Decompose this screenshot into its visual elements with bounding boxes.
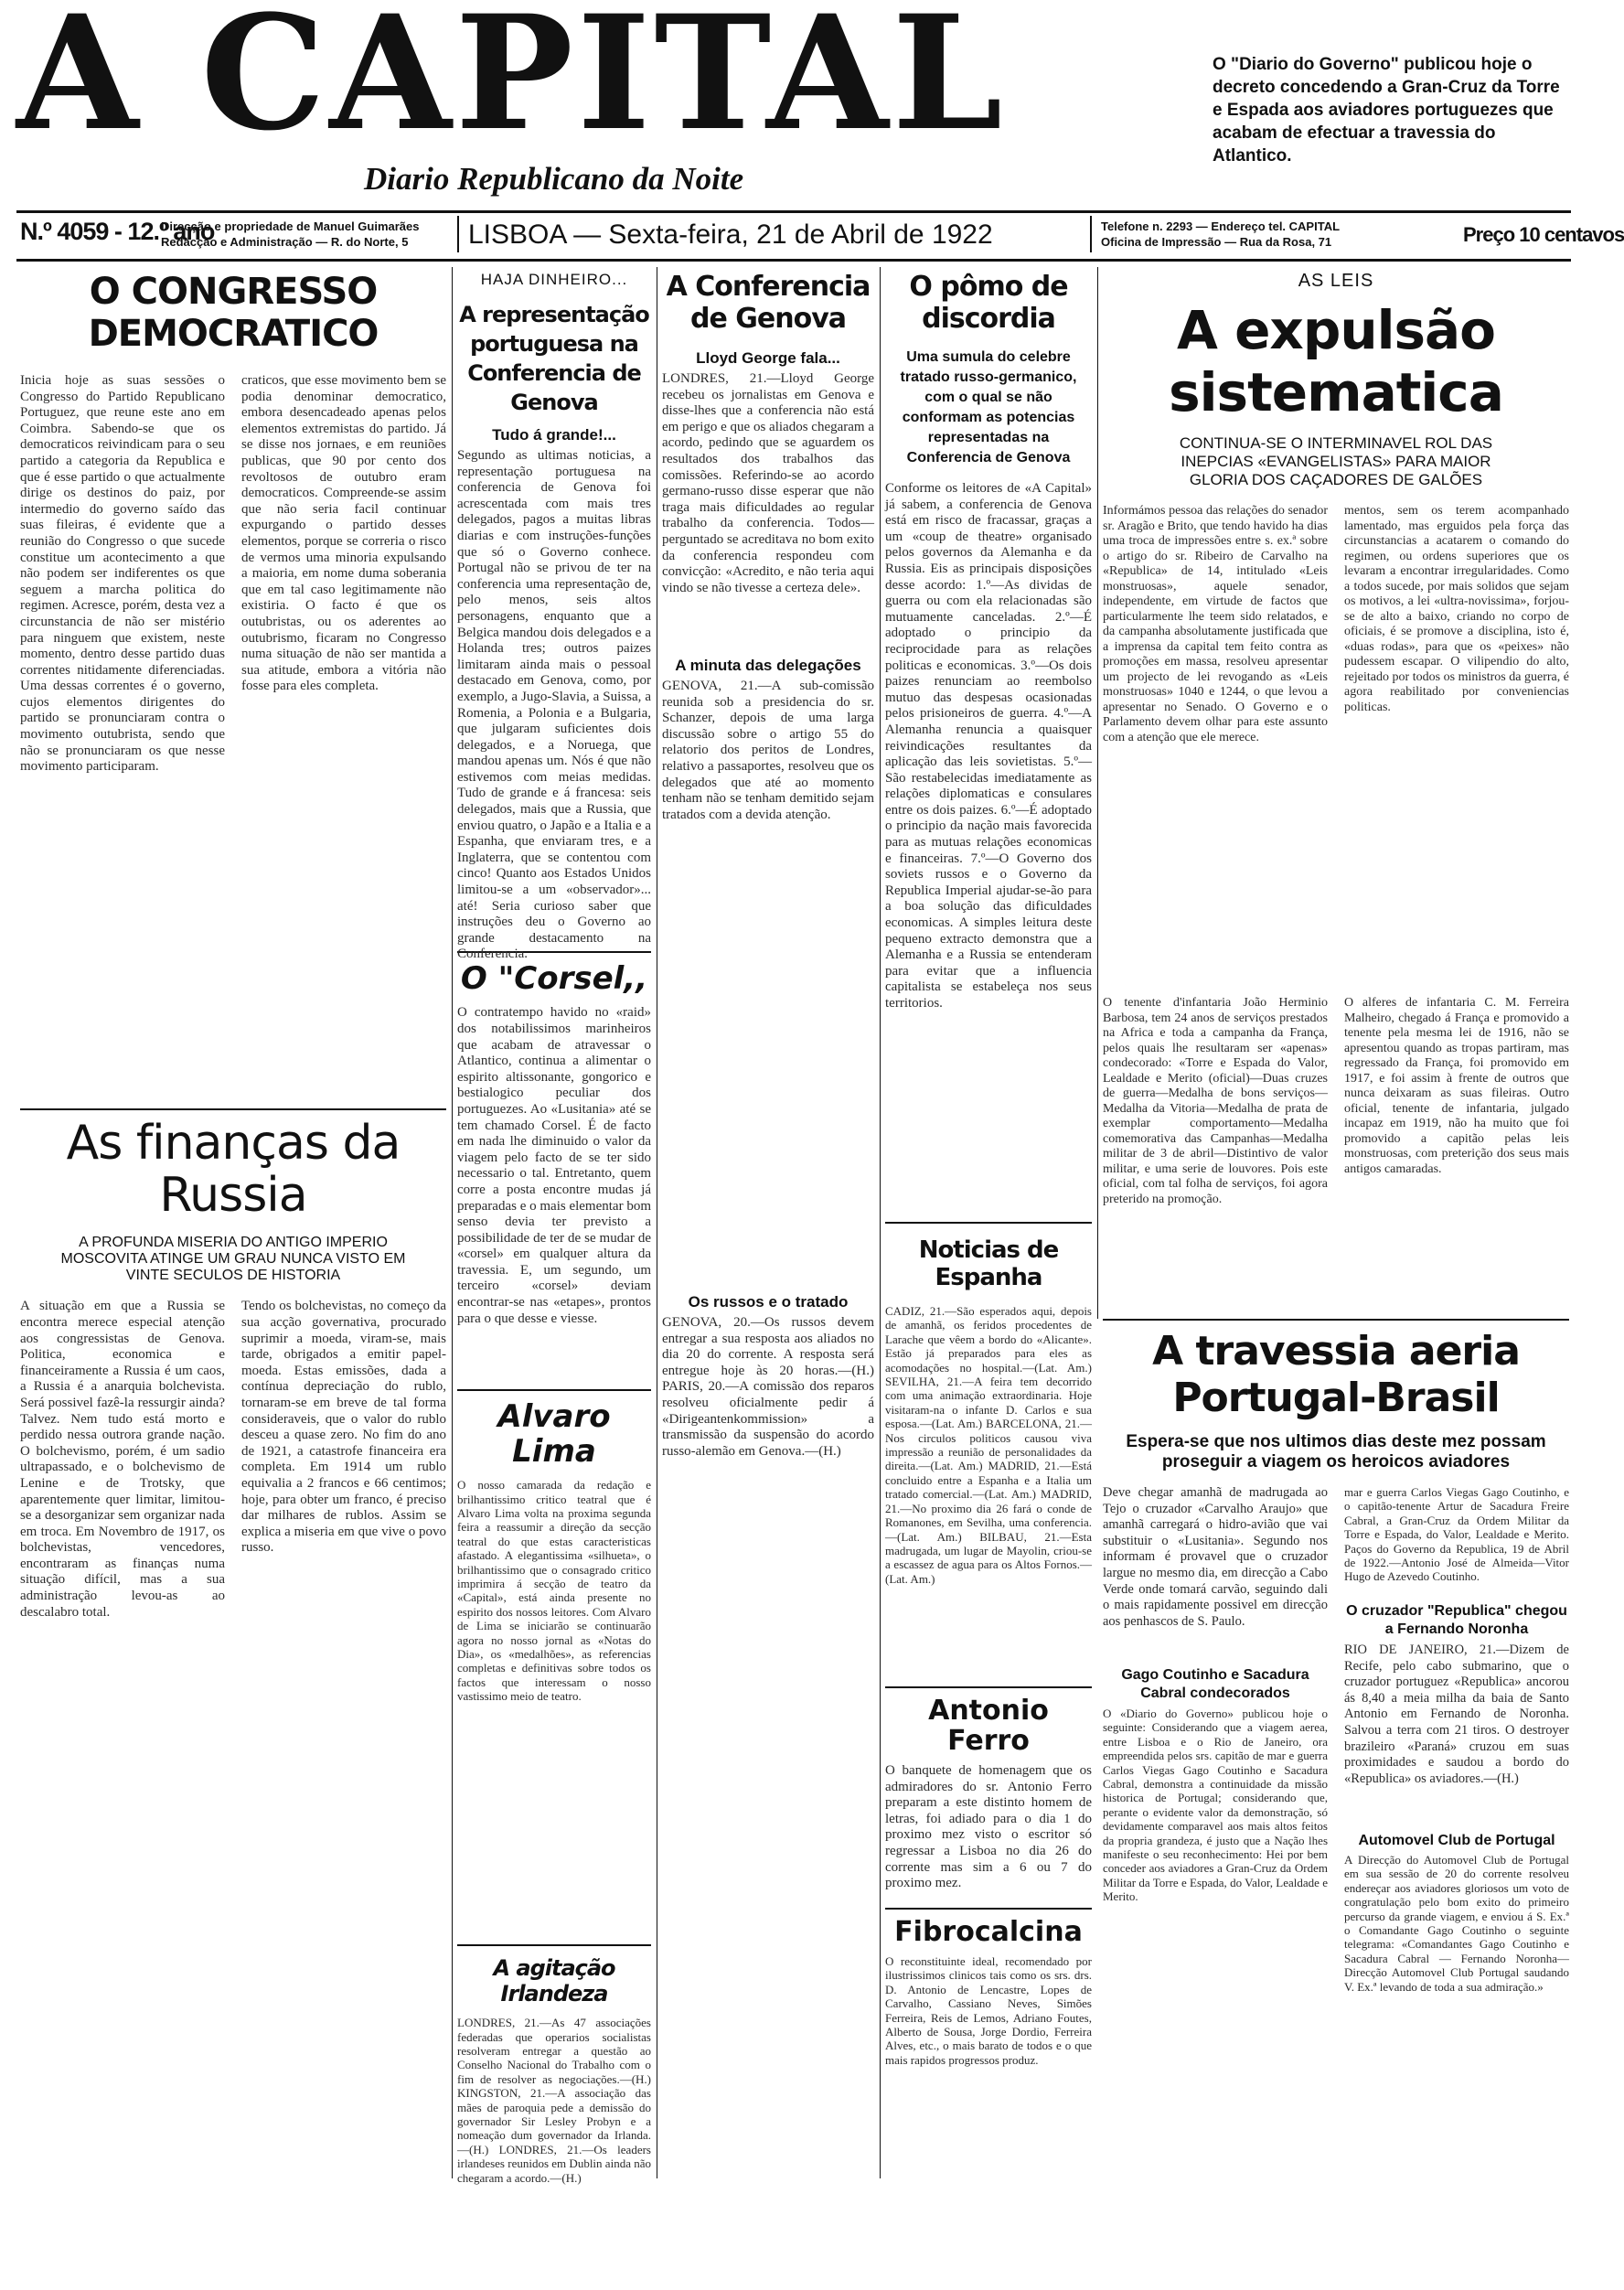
direction-line-1: Direcção e propriedade de Manuel Guimarães	[161, 219, 420, 233]
article-title: As finanças da Russia	[66, 1116, 401, 1224]
article-body: O nosso camarada da redação e brilhantissimo critico teatral que é Alvaro Lima volta na proxima segunda feira a reassumir a direção da secção teatral do que estas caracteristicas afastado. A elegantissima «silhueta», o brilhantissimo que o consagrado critico imprimira á secção de teatro da «Capital», está ainda presente no espirito dos nossos leitores. Com Alvaro de Lima se iniciarão se continuarão agora no nosso jornal as «Notas do Dia», os «medalhões», as referencias completas e definitivas sobre todos os factos que interessam o nosso vastissimo meio de teatro.	[457, 1478, 651, 1704]
info-bottom-rule	[16, 259, 1571, 262]
article-subhead: Automovel Club de Portugal	[1358, 1833, 1555, 1848]
article-title: Noticias de Espanha	[918, 1236, 1059, 1291]
article-body: LONDRES, 21.—As 47 associações federadas que operarios socialistas resolveram entregar a questão ao Conselho Nacional do Trabalho com o fim de resolver as negociações.—(H.) KINGSTON, 21.—A associação das mães de paroquia pede a demissão do governador Sir Lesley Probyn e a nomeação dum governador da Irlanda.—(H.) LONDRES, 21.—Os leaders irlandeses reunidos em Dublin ainda não chegaram a acordo.—(H.)	[457, 2016, 651, 2185]
column-rule	[880, 267, 881, 2178]
article-subhead: Os russos e o tratado	[688, 1293, 849, 1311]
article-body: RIO DE JANEIRO, 21.—Dizem de Recife, pelo cabo submarino, que o cruzador portuguez «Republica» ancorou ás 8,40 a meia milha da baia de Santo Antonio em Fernando de Noronha. Salvou a terra com 21 tiros. O destroyer brazileiro «Paraná» cruzou em suas proximidades e saudou a bordo do «Republica» os aviadores.—(H.)	[1344, 1643, 1569, 1786]
article-body-right-2: O alferes de infantaria C. M. Ferreira Malheiro, chegado á França e promovido a tenente pela mesma lei de 1916, não se apresentou quando as tropas partiram, mas regressado da França, foi promovido em 1917, e foi assim à frente de outros que nunca deixaram as suas fileiras. Outro oficial, tenente de infantaria, julgado incapaz em 1919, não ha muito que foi promovido a capitão pelas leis monstruosas, com preterição dos seus mais antigos camaradas.	[1344, 996, 1569, 1176]
section-rule	[1103, 1319, 1569, 1321]
column-rule	[1097, 267, 1098, 1319]
article-title: Antonio Ferro	[928, 1695, 1049, 1757]
column-3	[662, 271, 874, 2178]
article-body: O banquete de homenagem que os admiradores do sr. Antonio Ferro preparam a este distinto homem de letras, foi adiado para o dia 1 do proximo mez visto o escritor só regressar a Lisboa no dia 26 do corrente mas sim a 6 ou 7 do proximo mez.	[885, 1763, 1092, 1891]
article-body: Conforme os leitores de «A Capital» já sabem, a conferencia de Genova está em risco de fracassar, graças a um «coup de theatre» organisado pelos governos da Alemanha e da Russia. Eis as principais disposições desse acordo: 1.º—As dividas de guerra ou com ela relacionadas são mutuamente canceladas. 2.º—É adoptado o principio da reciprocidade para as relações politicas e economicas. 3.º—Os dois paizes renunciam ao reembolso mutuo das despesas ocasionadas pelos prisioneiros de guerra. 4.º—A Alemanha renuncia a quaisquer reivindicações resultantes da aplicação das leis sovietistas. 5.º—São restabelecidas imediatamente as relações diplomaticas e consulares entre os dois paizes. 6.º—É adoptado o principio da nação mais favorecida para as mutuas relações economicas e financeiras. 7.º—O Governo dos soviets russos e o Governo da Republica Imperial ajudar-se-ão para a boa solução das dificuldades economicas. A simples leitura deste pequeno extracto demonstra que a Alemanha e a Russia se entenderam para evitar que a influencia capitalista se estabeleça nos seus territorios.	[885, 481, 1092, 1011]
column-2	[457, 271, 651, 2185]
newspaper-title: A CAPITAL	[16, 0, 1007, 166]
masthead-notice: O "Diario do Governo" publicou hoje o decreto concedendo a Gran-Cruz da Torre e Espada aos aviadores portuguezes que acabam de efectuar a travessia do Atlantico.	[1213, 55, 1560, 166]
article-body: O reconstituinte ideal, recomendado por ilustrissimos clinicos tais como os srs. drs. D. Antonio de Lencastre, Lopes de Carvalho, Cassiano Neves, Simões Ferreira, Reis de Lemos, Adriano Foutes, Alberto de Sousa, Jorge Dordio, Ferreira Alves, etc., o mais barato de todos e o que mais rapidos progressos produz.	[885, 1954, 1092, 2067]
section-rule	[885, 1908, 1092, 1910]
article-body: A Direcção do Automovel Club de Portugal em sua sessão de 20 do corrente resolveu endereçar aos aviadores gloriosos um voto de congratulação pelo bom exito do primeiro percurso da grande viagem, e enviou á S. Ex.ª o Comandante Gago Coutinho o seguinte telegrama: «Comandantes Gago Coutinho e Sacadura Cabral — Fernando Noronha—Direcção Automovel Club Portugal saudando V. Ex.ª levando de toda a sua admiração.»	[1344, 1853, 1569, 1994]
issue-price: Preço 10 centavos	[1463, 223, 1624, 246]
travessia-right	[1344, 1485, 1569, 2109]
phone-line-1: Telefone n. 2293 — Endereço tel. CAPITAL	[1101, 219, 1341, 233]
travessia-left	[1103, 1485, 1328, 2191]
article-congresso	[20, 271, 446, 1094]
article-body: LONDRES, 21.—Lloyd George recebeu os jornalistas em Genova e disse-lhes que a conferencia não está em perigo e que os aliados chegaram a acordo, pedindo que se aguardem os resultados dos trabalhos das comissões. Referindo-se ao acordo germano-russo disse esperar que não traga mais dificuldades ao regular trabalho da conferencia. Todos—perguntado se acreditava no bom exito da conferencia respondeu com convicção: «Acredito, e não teria aqui vindo se não tivesse a certeza dele».	[662, 371, 874, 595]
section-rule	[20, 1108, 446, 1110]
article-title: A Conferencia de Genova	[666, 271, 871, 335]
section-rule	[457, 1944, 651, 1946]
article-financas	[20, 1118, 446, 2178]
article-body-right: Tendo os bolchevistas, no começo da sua acção governativa, procurado suprimir a moeda, viram-se, mais tarde, obrigados a emitir papel-moeda. Estas emissões, dada a contínua depreciação do rublo, tornaram-se em breve de tal forma consideraveis, que o valor do rublo desceu a quase zero. No fim do ano de 1921, a catastrofe financeira era completa. Em 1914 um rublo equivalia a 2 francos e 66 centimos; hoje, para obter um franco, é preciso dar milhares de rublos. Assim se explica a miseria em que vive o povo russo.	[241, 1299, 446, 1556]
article-body-left: Informámos pessoa das relações do senador sr. Aragão e Brito, que tendo havido ha dias uma troca de impressões entre s. ex.ª sobre o artigo do sr. Ribeiro de Carvalho na «Republica» de 14, intitulado «Leis monstruosas», aquele senador, independente, em virtude de factos que particularmente lhe teem sido relatados, e da campanha absolutamente justificada que a imprensa da capital tem feito contra as promoções em massa, resolveu apresentar um projecto de lei revogando as «Leis monstruosas» 1040 e 1244, o que levou a apresentar no Senado. O Governo e o Parlamento devem olhar para este assunto com a atenção que ele merece.	[1103, 504, 1328, 744]
article-body-left: Inicia hoje as suas sessões o Congresso do Partido Republicano Portuguez, que reune este ano em Coimbra. Sabendo-se que os democraticos reivindicam para o seu partido a categoria da Republica e que é esse partido o que actualmente dirige os destinos do paiz, por intermedio do governo saído das suas fileiras, é evidente que a reunião do Congresso o que sucede constitue um acontecimento a que não podem ser indiferentes os que seguem a marcha politica do regimen. Acresce, porém, desta vez a circunstancia de não ser mistério para ninguem que existem, neste momento, dentro desse partido duas correntes nitidamente diferenciadas. Uma dessas correntes é o governo, cujos elementos dirigentes do partido se pronunciaram contra o movimento outubrista, sendo que não se pronunciaram os que nesse movimento participaram.	[20, 373, 225, 775]
section-rule	[457, 1389, 651, 1391]
article-subhead: Tudo á grande!...	[492, 426, 616, 444]
article-title: A travessia aeria Portugal-Brasil	[1152, 1328, 1520, 1421]
article-title: O CONGRESSO DEMOCRATICO	[88, 271, 379, 355]
newspaper-subtitle: Diario Republicano da Noite	[364, 161, 744, 197]
article-title: O "Corsel,,	[460, 960, 648, 997]
article-body: O contratempo havido no «raid» dos notabilissimos marinheiros que acabam de atravessar o Atlantico, continua a alimentar o espirito altissonante, gongorico e bestialogico peculiar dos portuguezes. Ao «Lusitania» até se tem chamado Corsel. É de facto em nada lhe diminuido o valor da viagem pelo facto de se ter sido necessario o tal. Entretanto, quem corre a posta encontre mudas já preparadas e o mais elementar bom senso devia ter previsto a possibilidade de ter de se mudar de «corsel» em qualquer altura da travessia. E, um segundo, um terceiro «corsel» deviam encontrar-se nas «etapes», prontos para o que desse e viesse.	[457, 1005, 651, 1326]
article-body-left: A situação em que a Russia se encontra merece especial atenção aos congressistas de Genova. Politica, economica e financeiramente a Russia é um caos, a Russia é a anarquia bolchevista. Será possivel fazê-la ressurgir ainda? Talvez. Nem tudo está morto e perdido nessa outrora grande nação. O bolchevismo, porém, é um sadio ultrapassado, e o bolchevismo de Lenine e de Trotsky, que aparentemente quer limitar, limitou-se a desorganizar sem organizar nada em troca. Em Novembro de 1917, os bolchevistas, vencedores, encontraram as finanças numa situação difícil, mas a sua administração levou-as ao descalabro total.	[20, 1299, 225, 1620]
article-body-right: mentos, sem os terem acompanhado lamentado, mas erguidos pela força das circunstancias a acatarem o comando do regimen, ou ordens superiores que os levaram a encontrar irregularidades. Como a todos sucede, por mais solidos que sejam os motivos, a lei «ultra-novissima», forjou-se de alto a baixo, criando no corpo de oficiais, é se promove a disciplina, isto é, «duas rodas», para que os «peixes» não pudessem escapar. O vilipendio do alto, rejeitado por todos os ministros da guerra, é agora reabilitado por conveniencias politicas.	[1344, 504, 1569, 714]
article-deck: Espera-se que nos ultimos dias deste mez possam proseguir a viagem os heroicos aviadores	[1126, 1432, 1546, 1471]
column-rule	[452, 267, 453, 2178]
article-body: Deve chegar amanhã de madrugada ao Tejo o cruzador «Carvalho Araujo» que amanhã carregará o hidro-avião que vai substituir o «Lusitania». Segundo nos informam é provavel que o cruzador largue no mesmo dia, em direcção a Cabo Verde onde tomará carvão, seguindo dali o mais rapidamente possivel em direcção aos penhascos de S. Paulo.	[1103, 1485, 1328, 1629]
info-bar	[0, 212, 1624, 258]
phone-line-2: Oficina de Impressão — Rua da Rosa, 71	[1101, 235, 1332, 249]
article-subhead: O cruzador "Republica" chegou a Fernando Noronha	[1346, 1603, 1567, 1637]
article-travessia	[1103, 1328, 1569, 2178]
issue-date: LISBOA — Sexta-feira, 21 de Abril de 1922	[468, 219, 993, 250]
article-body: GENOVA, 20.—Os russos devem entregar a sua resposta aos aliados no dia 20 do corrente. A resposta será entregue hoje às 20 horas.—(H.) PARIS, 20.—A comissão dos reparos resolveu oficialmente pedir á «Dirigeantenkommission» a transmissão da suspensão do acordo russo-alemão em Genova.—(H.)	[662, 1315, 874, 1459]
masthead	[16, 0, 1150, 199]
issue-number: N.º 4059 - 12.º ano	[20, 218, 215, 245]
article-deck: CONTINUA-SE O INTERMINAVEL ROL DAS INEPCIAS «EVANGELISTAS» PARA MAIOR GLORIA DOS CAÇADORES DE GALÕES	[1179, 434, 1493, 488]
article-kicker: HAJA DINHEIRO...	[480, 271, 628, 288]
article-subhead: Lloyd George fala...	[696, 349, 840, 367]
article-body: Segundo as ultimas noticias, a representação portuguesa na conferencia de Genova foi acrescentada com mais tres delegados, pagos a muitas libras diarias e com instruções-funções que só o Governo conhece. Portugal não se privou de ter na conferencia uma representação de, pelo menos, seis altos personagens, enquanto que a Belgica mandou dois delegados e a Holanda tres; outros paizes limitaram ainda mais o pessoal destacado em Genova, como, por exemplo, a Jugo-Slavia, a Suissa, a Romenia, a Polonia e a Bulgaria, que julgaram suficientes dois delegados, e a Noruega, que mandou apenas um. Nós é que não estivemos com meias medidas. Tudo de grande e á francesa: seis delegados, mais que a Russia, que enviou quatro, o Japão e a Italia e a Espanha, que enviaram tres, e a Inglaterra, que se contentou com cinco! Quanto aos Estados Unidos limitou-se a um «observador»... até! Seria curioso saber que instruções deu o Governo ao grande destacamento na Conferencia.	[457, 448, 651, 962]
article-title: A representação portuguesa na Conferencia de Genova	[459, 302, 649, 415]
article-body: O «Diario do Governo» publicou hoje o seguinte: Considerando que a viagem aerea, entre Lisboa e o Rio de Janeiro, ora empreendida pelos srs. capitão de mar e guerra Carlos Viegas Gago Coutinho e Sacadura Cabral, demonstra a continuidade da missão historica de Portugal; considerando que, perante o evidente valor da demonstração, só devidamente comparavel aos mais altos feitos da propria grandeza, é justo que a Nação lhes manifeste o seu reconhecimento: Hei por bem conceder aos aviadores a Gran-Cruz da Ordem Militar da Torre e Espada, do Valor, Lealdade e Merito.	[1103, 1707, 1328, 1904]
article-title: A agitação Irlandeza	[493, 1955, 615, 2007]
article-body: CADIZ, 21.—São esperados aqui, depois de amanhã, os feridos procedentes de Larache que vêem a bordo do «Alicante». Estão já preparados para eles as acomodações no hospital.—(Lat. Am.) SEVILHA, 21.—A feira tem decorrido com uma animação extraordinaria. Hoje visitaram-na o infante D. Carlos e sua esposa.—(Lat. Am.) BARCELONA, 21.—Nos circulos politicos causou viva impressão a reunião de personalidades da direita.—(Lat. Am.) MADRID, 21.—Está concluido entre a Espanha e a Italia um tratado comercial.—(Lat. Am.) MADRID, 21.—No proximo dia 26 fará o conde de Romanones, em Sevilha, uma conferencia.—(Lat. Am.) BILBAU, 21.—Esta madrugada, um lugar de Mayolin, criou-se a escassez de agua para os Altos Fornos.—(Lat. Am.)	[885, 1304, 1092, 1586]
article-leis	[1103, 271, 1569, 1322]
article-title: A expulsão sistematica	[1169, 299, 1503, 423]
info-divider	[1090, 216, 1092, 252]
article-body-left-2: O tenente d'infantaria João Herminio Barbosa, tem 24 anos de serviços prestados na Africa e toda a campanha da França, pelos quais lhe resultaram ser «apenas» condecorado: «Torre e Espada do Valor, Lealdade e Merito (oficial)—Duas cruzes de guerra—Medalha de bons serviços—Medalha da Vitoria—Medalha de prata de exemplar comportamento—Medalha comemorativa das Campanhas—Medalha militar de 3 de abril—Distintivo de valor militar, e uma serie de louvores. Pois este oficial, com tal folha de serviços, foi agora preterido na promoção.	[1103, 996, 1328, 1206]
article-body: GENOVA, 21.—A sub-comissão reunida sob a presidencia do sr. Schanzer, depois de uma larga discussão sobre o artigo 55 do relatorio dos peritos de Londres, relativo a passaportes, resolveu que os delegados que até ao momento tenham não se tenham demitido sejam tratados com a devida atenção.	[662, 679, 874, 822]
article-body: mar e guerra Carlos Viegas Gago Coutinho, e o capitão-tenente Artur de Sacadura Freire Cabral, a Gran-Cruz da Ordem Militar da Torre e Espada, do Valor, Lealdade e Merito. Paços do Governo da Republica, 19 de Abril de 1922.—Antonio José de Almeida—Vitor Hugo de Azevedo Coutinho.	[1344, 1485, 1569, 1584]
article-subhead: Gago Coutinho e Sacadura Cabral condecorados	[1121, 1667, 1309, 1701]
column-4	[885, 271, 1092, 2178]
direction-line-2: Redacção e Administração — R. do Norte, 5	[161, 235, 409, 249]
article-title: Fibrocalcina	[894, 1916, 1083, 1948]
article-subhead: A minuta das delegações	[675, 657, 861, 674]
section-rule	[885, 1222, 1092, 1224]
article-title: Alvaro Lima	[497, 1398, 611, 1470]
section-rule	[885, 1686, 1092, 1688]
article-body-right: craticos, que esse movimento bem se podia denominar democratico, embora desencadeado apenas pelos elementos extremistas do partido. Já se disse nos jornaes, e em reuniões publicas, que 90 por cento dos revoltosos de outubro eram democraticos. Compreende-se assim que não seria facil continuar expurgando o partido desses elementos, porque se correria o risco de vermos uma minoria expulsando a maioria, em nome duma soberania que em tal caso legitimamente não existiria. O facto é que os outubristas, ou os aderentes ao outubrismo, ficaram no Congresso numa situação de não ser mantida a sua atitude, embora a vitória não fosse para eles completa.	[241, 373, 446, 694]
article-deck: Uma sumula do celebre tratado russo-germanico, com o qual se não conformam as potencias representadas na Conferencia de Genova	[900, 349, 1077, 465]
article-deck: A PROFUNDA MISERIA DO ANTIGO IMPERIO MOSCOVITA ATINGE UM GRAU NUNCA VISTO EM VINTE SECULOS DE HISTORIA	[60, 1235, 406, 1284]
article-title: O pômo de discordia	[909, 271, 1068, 335]
info-divider	[457, 216, 459, 252]
article-kicker: AS LEIS	[1298, 271, 1374, 291]
